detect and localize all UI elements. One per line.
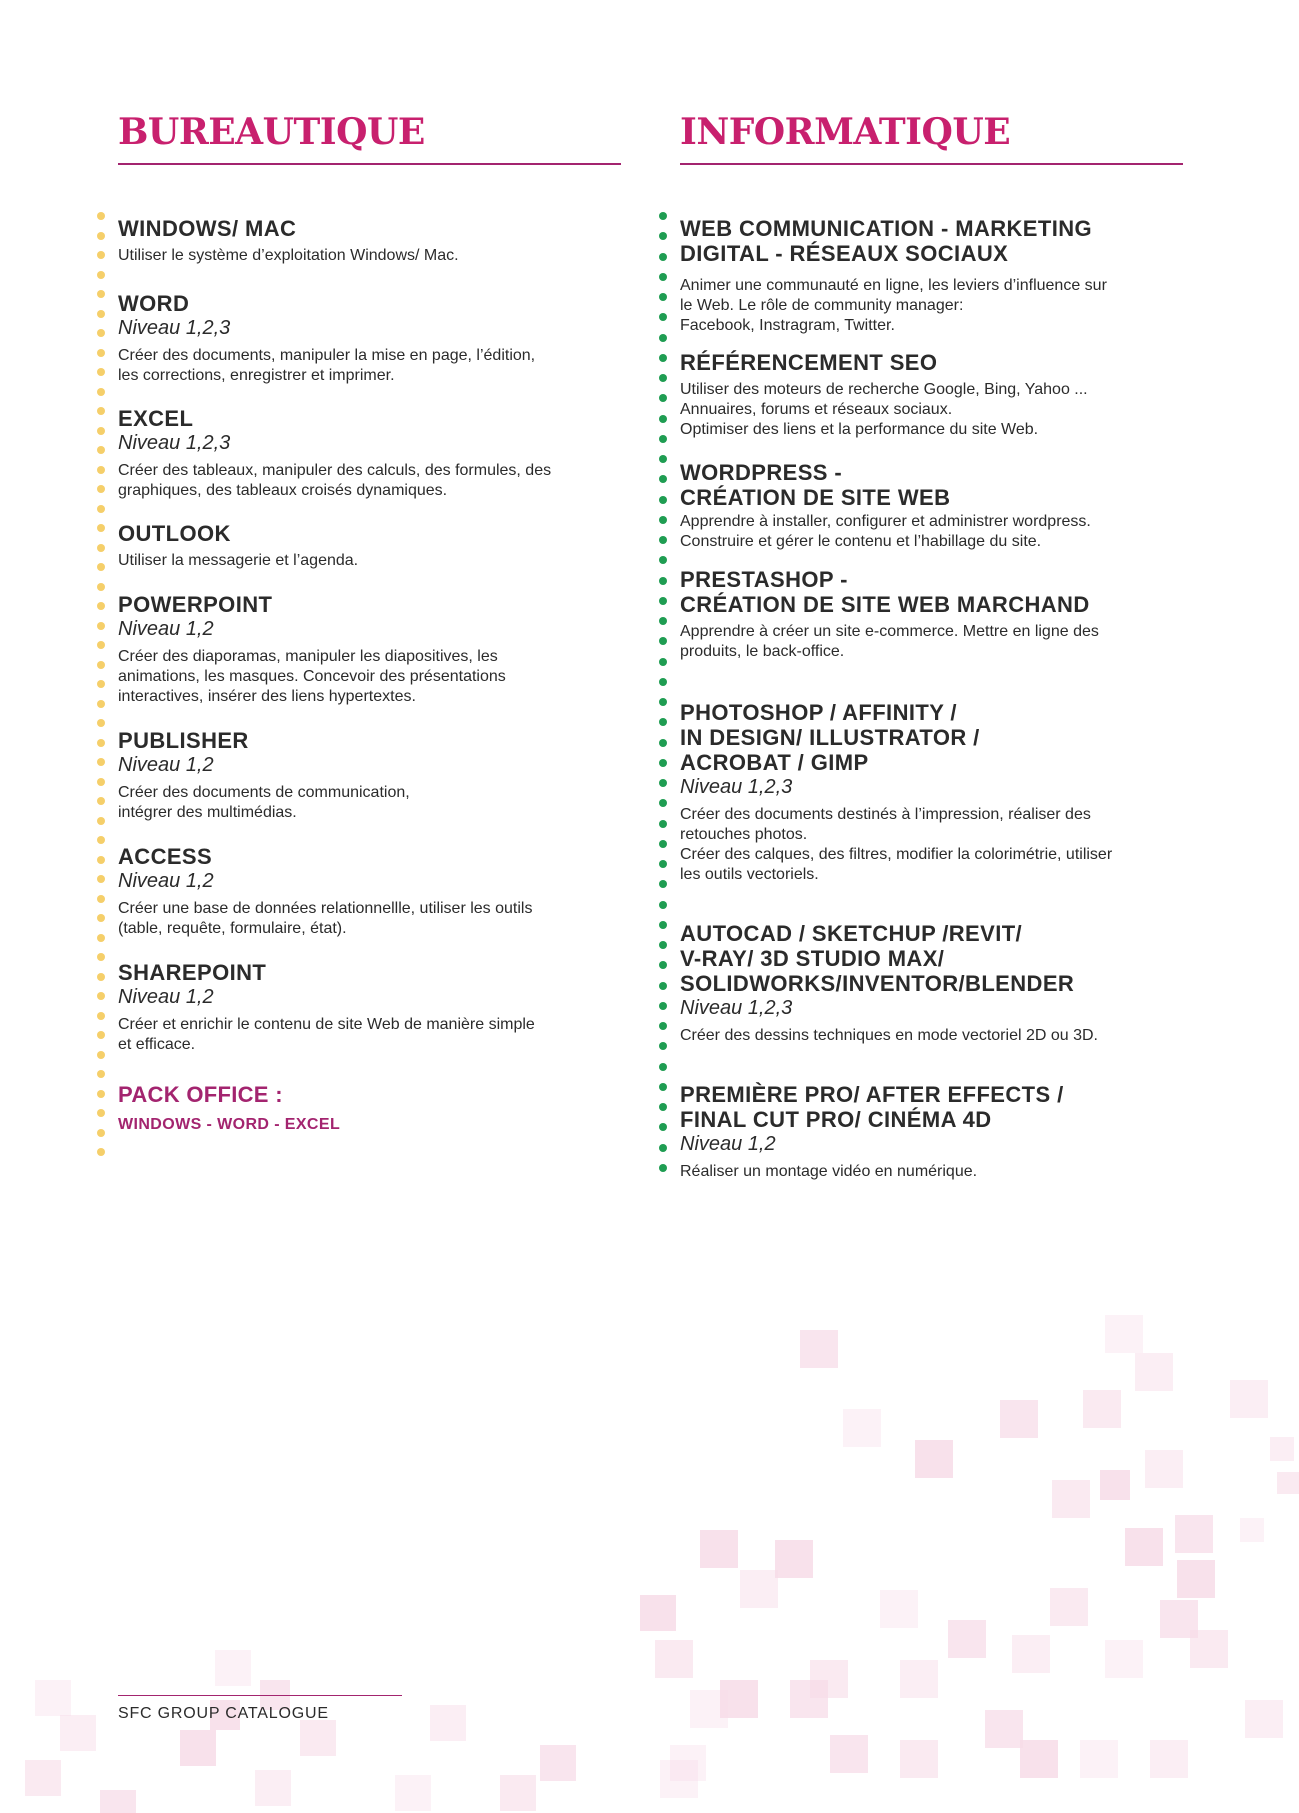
bullet-dot (97, 1031, 105, 1039)
bullet-dot (97, 797, 105, 805)
bureautique-title: BUREAUTIQUE (118, 111, 425, 153)
bullet-dot (97, 310, 105, 318)
course-title: PRESTASHOP - CRÉATION DE SITE WEB MARCHAND (680, 567, 1090, 617)
course-description: Utiliser la messagerie et l’agenda. (118, 552, 359, 569)
course-title: PHOTOSHOP / AFFINITY / IN DESIGN/ ILLUSTRATOR / ACROBAT / GIMP (680, 700, 980, 775)
decorative-square (1105, 1640, 1143, 1678)
bullet-dot (659, 921, 667, 929)
bullet-dot (97, 680, 105, 688)
bullet-dot (659, 1022, 667, 1030)
bullet-dot (659, 617, 667, 625)
bullet-dot (97, 427, 105, 435)
bullet-dot (659, 597, 667, 605)
course-sharepoint (118, 960, 623, 1055)
decorative-square (700, 1530, 738, 1568)
decorative-square (430, 1705, 466, 1741)
bullet-dot (97, 641, 105, 649)
decorative-square (1000, 1400, 1038, 1438)
decorative-square (640, 1595, 676, 1631)
bullet-dot (97, 739, 105, 747)
decorative-square (300, 1720, 336, 1756)
course-level: Niveau 1,2 (118, 754, 214, 776)
bullet-dot (97, 1148, 105, 1156)
bullet-dot (97, 368, 105, 376)
bureautique-title-rule (118, 163, 621, 165)
bullet-dot (659, 273, 667, 281)
pack-office (118, 1081, 623, 1135)
course-level: Niveau 1,2,3 (118, 432, 231, 454)
course-prestashop (680, 567, 1185, 662)
bullet-dot (97, 485, 105, 493)
bullet-dot (659, 556, 667, 564)
course-description: Apprendre à installer, configurer et administrer wordpress. Construire et gérer le contenu et l’habillage du site. (680, 513, 1091, 550)
course-title: EXCEL (118, 406, 194, 431)
bullet-dot (659, 334, 667, 342)
bullet-dot (659, 678, 667, 686)
bullet-dot (659, 1103, 667, 1111)
bullet-dot (659, 1144, 667, 1152)
bullet-dot (97, 719, 105, 727)
bullet-dot (97, 290, 105, 298)
decorative-square (655, 1640, 693, 1678)
informatique-list (680, 216, 1185, 1182)
course-description: Créer des tableaux, manipuler des calculs, des formules, des graphiques, des tableaux croisés dynamiques. (118, 462, 552, 499)
bullet-dot (97, 758, 105, 766)
bullet-dot (659, 394, 667, 402)
course-level: Niveau 1,2 (118, 618, 214, 640)
decorative-square (1145, 1450, 1183, 1488)
bullet-dot (659, 354, 667, 362)
bullet-dot (97, 778, 105, 786)
pack-office-contents: WINDOWS - WORD - EXCEL (118, 1116, 341, 1133)
decorative-square (500, 1775, 536, 1811)
course-title: ACCESS (118, 844, 213, 869)
bullet-dot (97, 524, 105, 532)
bullet-dot (97, 271, 105, 279)
decorative-square (1083, 1390, 1121, 1428)
decorative-square (60, 1715, 96, 1751)
decorative-square (720, 1680, 758, 1718)
informatique-title-rule (680, 163, 1183, 165)
decorative-square (1105, 1315, 1143, 1353)
bullet-dot (97, 1070, 105, 1078)
bullet-dot (97, 251, 105, 259)
bullet-dot (659, 293, 667, 301)
bullet-dot (659, 840, 667, 848)
course-description: Utiliser le système d’exploitation Windows/ Mac. (118, 247, 459, 264)
decorative-square (1100, 1470, 1130, 1500)
decorative-square (1150, 1740, 1188, 1778)
bullet-dot (97, 466, 105, 474)
bullet-dot (97, 836, 105, 844)
decorative-square (790, 1680, 828, 1718)
decorative-square (800, 1330, 838, 1368)
bullet-dot (97, 661, 105, 669)
decorative-square (1277, 1472, 1299, 1494)
course-title: SHAREPOINT (118, 960, 267, 985)
bullet-dot (659, 698, 667, 706)
bullet-dot (97, 914, 105, 922)
decorative-square (215, 1650, 251, 1686)
footer-catalogue-label: SFC GROUP CATALOGUE (118, 1705, 329, 1722)
course-level: Niveau 1,2,3 (680, 776, 793, 798)
bullet-dot (659, 415, 667, 423)
course-seo (680, 350, 1185, 440)
bullet-dot (659, 516, 667, 524)
bullet-dot (97, 563, 105, 571)
footer-rule (118, 1695, 402, 1696)
decorative-square (1177, 1560, 1215, 1598)
bullet-dot (97, 1109, 105, 1117)
decorative-square (100, 1790, 136, 1813)
bullet-dot (659, 941, 667, 949)
decorative-square (1175, 1515, 1213, 1553)
bullet-dot (97, 953, 105, 961)
course-description: Animer une communauté en ligne, les leviers d’influence sur le Web. Le rôle de community manager: Facebook, Instragram, Twitter. (680, 277, 1107, 334)
course-title: WINDOWS/ MAC (118, 216, 297, 241)
bullet-dot (97, 1012, 105, 1020)
decorative-square (1135, 1353, 1173, 1391)
course-description: Créer et enrichir le contenu de site Web de manière simple et efficace. (118, 1016, 535, 1053)
bullet-dot (97, 934, 105, 942)
bullet-dot (97, 505, 105, 513)
decorative-square (900, 1740, 938, 1778)
bullet-dot (659, 577, 667, 585)
bullet-dot (659, 1083, 667, 1091)
course-cad-3d (680, 921, 1185, 1046)
decorative-square (1012, 1635, 1050, 1673)
bullet-dot (659, 435, 667, 443)
course-video-editing (680, 1082, 1185, 1182)
decorative-square (775, 1540, 813, 1578)
course-description: Créer des diaporamas, manipuler les diapositives, les animations, les masques. Concevoir des présentations interactives, insérer des liens hypertextes. (118, 648, 506, 705)
course-title: PREMIÈRE PRO/ AFTER EFFECTS / FINAL CUT PRO/ CINÉMA 4D (680, 1082, 1064, 1132)
bullet-dot (97, 817, 105, 825)
course-graphic-design (680, 700, 1185, 885)
course-level: Niveau 1,2,3 (118, 317, 231, 339)
bullet-dot (659, 1164, 667, 1172)
bullet-dot (659, 1123, 667, 1131)
bullet-dot (97, 446, 105, 454)
bullet-dot (97, 602, 105, 610)
course-description: Créer des documents destinés à l’impression, réaliser des retouches photos. Créer des calques, des filtres, modifier la colorimétrie, utiliser les outils vectoriels. (680, 806, 1113, 883)
bullet-dot (659, 496, 667, 504)
bullet-dot (97, 1051, 105, 1059)
decorative-square (395, 1775, 431, 1811)
bullet-dot (97, 1090, 105, 1098)
bullet-dot (659, 455, 667, 463)
decorative-square (25, 1760, 61, 1796)
decorative-square (1190, 1630, 1228, 1668)
bullet-dot (97, 622, 105, 630)
decorative-square (880, 1590, 918, 1628)
bullet-dot (97, 992, 105, 1000)
bullet-dot (97, 583, 105, 591)
bullet-dot (97, 212, 105, 220)
bullet-dot (659, 799, 667, 807)
course-windows-mac (118, 216, 623, 266)
course-access (118, 844, 623, 939)
course-description: Créer des documents, manipuler la mise en page, l’édition, les corrections, enregistrer et imprimer. (118, 347, 536, 384)
decorative-square (540, 1745, 576, 1781)
decorative-square (915, 1440, 953, 1478)
bullet-dot (97, 700, 105, 708)
bullet-dot (659, 901, 667, 909)
bullet-dot (659, 982, 667, 990)
decorative-square (1125, 1528, 1163, 1566)
bullet-dot (659, 475, 667, 483)
decorative-square (830, 1735, 868, 1773)
bullet-dot (659, 739, 667, 747)
course-outlook (118, 521, 623, 571)
decorative-square (670, 1745, 706, 1781)
bullet-dot (659, 658, 667, 666)
decorative-square (948, 1620, 986, 1658)
course-description: Apprendre à créer un site e-commerce. Mettre en ligne des produits, le back-office. (680, 623, 1099, 660)
bullet-dot (97, 407, 105, 415)
bullet-dot (659, 313, 667, 321)
decorative-square (985, 1710, 1023, 1748)
course-description: Utiliser des moteurs de recherche Google, Bing, Yahoo ... Annuaires, forums et réseaux sociaux. Optimiser des liens et la performance du site Web. (680, 381, 1088, 438)
decorative-square (1020, 1740, 1058, 1778)
course-title: POWERPOINT (118, 592, 273, 617)
bullet-dot (659, 637, 667, 645)
pack-office-title: PACK OFFICE : (118, 1082, 283, 1107)
bullet-dot (659, 820, 667, 828)
bullet-dot (659, 759, 667, 767)
bullet-dot (97, 544, 105, 552)
decorative-square (1050, 1588, 1088, 1626)
bullet-dot (659, 212, 667, 220)
course-level: Niveau 1,2 (680, 1133, 776, 1155)
course-description: Créer des documents de communication, intégrer des multimédias. (118, 784, 410, 821)
bullet-dot (659, 253, 667, 261)
decorative-square (1240, 1518, 1264, 1542)
bullet-dot (97, 388, 105, 396)
course-excel (118, 406, 623, 501)
bullet-dot (97, 232, 105, 240)
course-title: PUBLISHER (118, 728, 249, 753)
bullet-dot (97, 875, 105, 883)
course-web-communication (680, 216, 1185, 336)
bullet-dot (659, 880, 667, 888)
bullet-dot (659, 536, 667, 544)
bullet-dot (97, 1129, 105, 1137)
bullet-dot (659, 779, 667, 787)
decorative-square (255, 1770, 291, 1806)
course-title: WEB COMMUNICATION - MARKETING DIGITAL - RÉSEAUX SOCIAUX (680, 216, 1093, 266)
bullet-dot (659, 718, 667, 726)
decorative-square (1245, 1700, 1283, 1738)
bullet-dot (97, 895, 105, 903)
course-word (118, 291, 623, 386)
bullet-dot (97, 856, 105, 864)
decorative-square (1080, 1740, 1118, 1778)
decorative-square (35, 1680, 71, 1716)
bullet-dot (659, 860, 667, 868)
bullet-dot (97, 349, 105, 357)
informatique-title: INFORMATIQUE (680, 111, 1011, 153)
course-powerpoint (118, 592, 623, 707)
course-level: Niveau 1,2 (118, 986, 214, 1008)
course-title: WORD (118, 291, 190, 316)
course-description: Créer des dessins techniques en mode vectoriel 2D ou 3D. (680, 1027, 1098, 1044)
decorative-square (900, 1660, 938, 1698)
bullet-dot (97, 973, 105, 981)
course-title: WORDPRESS - CRÉATION DE SITE WEB (680, 460, 951, 510)
decorative-square (740, 1570, 778, 1608)
bullet-dot (659, 1002, 667, 1010)
bureautique-list (118, 216, 623, 1135)
decorative-square (1270, 1437, 1294, 1461)
bullet-dot (659, 1042, 667, 1050)
course-level: Niveau 1,2,3 (680, 997, 793, 1019)
bullet-dot (97, 329, 105, 337)
course-publisher (118, 728, 623, 823)
course-title: RÉFÉRENCEMENT SEO (680, 350, 938, 375)
course-level: Niveau 1,2 (118, 870, 214, 892)
bullet-dot (659, 961, 667, 969)
bullet-dot (659, 1063, 667, 1071)
bullet-dot (659, 374, 667, 382)
decorative-square (1230, 1380, 1268, 1418)
decorative-square (843, 1409, 881, 1447)
course-description: Créer une base de données relationnellle, utiliser les outils (table, requête, formulaire, état). (118, 900, 533, 937)
decorative-square (1052, 1480, 1090, 1518)
course-title: OUTLOOK (118, 521, 231, 546)
course-title: AUTOCAD / SKETCHUP /REVIT/ V-RAY/ 3D STUDIO MAX/ SOLIDWORKS/INVENTOR/BLENDER (680, 921, 1075, 996)
decorative-square (180, 1730, 216, 1766)
course-wordpress (680, 460, 1185, 552)
course-description: Réaliser un montage vidéo en numérique. (680, 1163, 978, 1180)
bullet-dot (659, 232, 667, 240)
